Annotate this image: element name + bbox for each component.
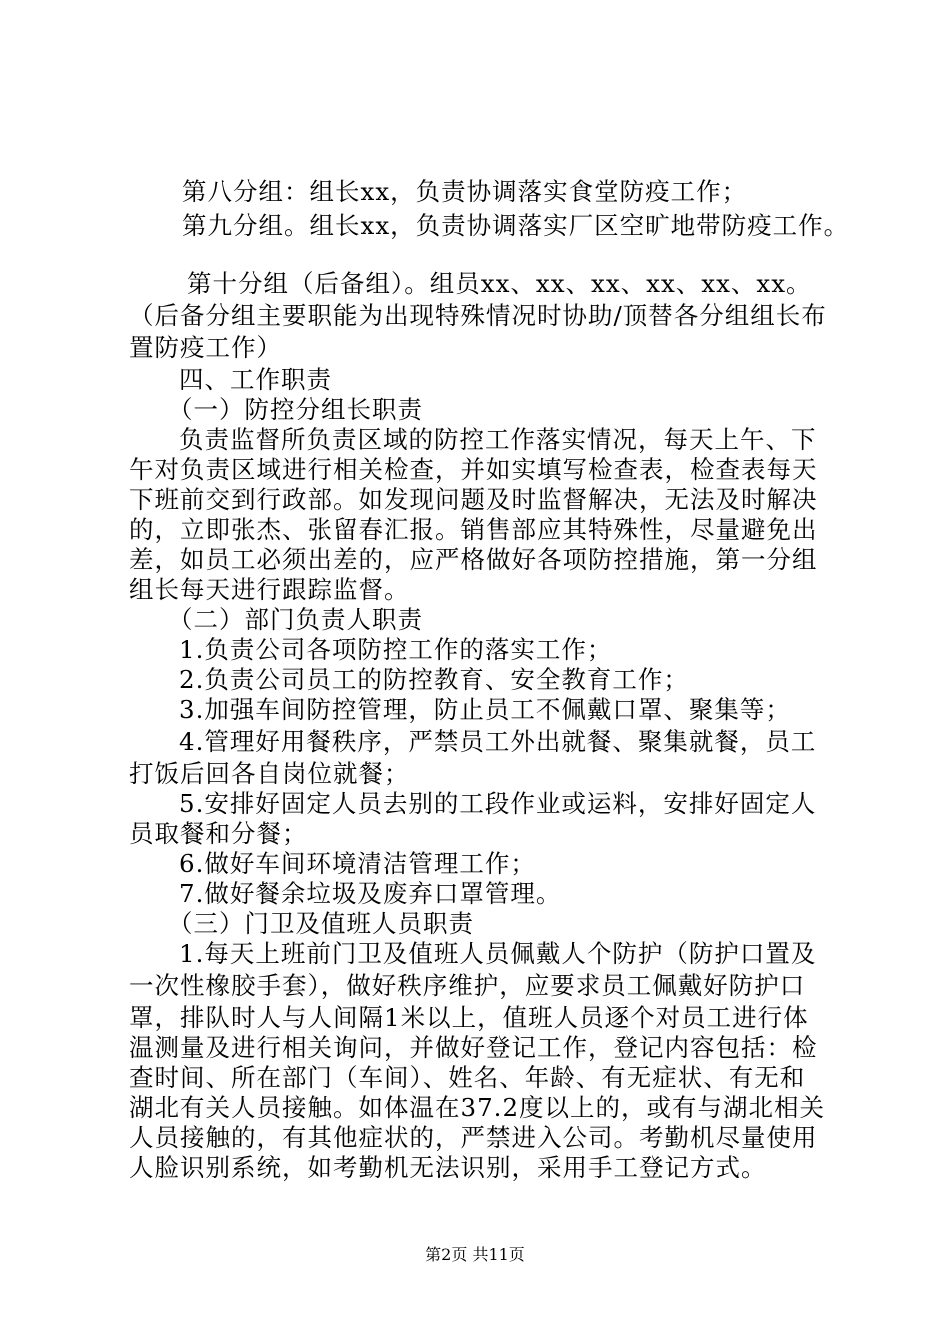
- text-line: 的，立即张杰、张留春汇报。销售部应其特殊性，尽量避免出: [129, 515, 818, 544]
- text-line: 打饭后回各自岗位就餐；: [129, 759, 410, 788]
- subsection-heading: （二）部门负责人职责: [168, 605, 423, 634]
- text-line: 第九分组。组长xx，负责协调落实厂区空旷地带防疫工作。: [182, 211, 850, 240]
- text-line: 罩，排队时人与人间隔1米以上，值班人员逐个对员工进行体: [129, 1003, 809, 1032]
- list-item: 1.负责公司各项防控工作的落实工作；: [179, 635, 613, 664]
- text-line: 第八分组：组长xx，负责协调落实食堂防疫工作；: [182, 177, 748, 206]
- text-line: 组长每天进行跟踪监督。: [129, 575, 410, 604]
- section-heading: 四、工作职责: [179, 365, 332, 394]
- text-line: 人脸识别系统，如考勤机无法识别，采用手工登记方式。: [129, 1153, 767, 1182]
- text-line: 负责监督所负责区域的防控工作落实情况，每天上午、下: [179, 425, 817, 454]
- list-item: 4.管理好用餐秩序，严禁员工外出就餐、聚集就餐，员工: [179, 727, 817, 756]
- list-item: 6.做好车间环境清洁管理工作；: [179, 849, 536, 878]
- text-line: 置防疫工作）: [129, 333, 282, 362]
- text-line: 湖北有关人员接触。如体温在37.2度以上的，或有与湖北相关: [129, 1093, 826, 1122]
- text-line: 下班前交到行政部。如发现问题及时监督解决，无法及时解决: [129, 485, 818, 514]
- text-line: 一次性橡胶手套），做好秩序维护，应要求员工佩戴好防护口: [129, 971, 806, 1000]
- list-item: 1.每天上班前门卫及值班人员佩戴人个防护（防护口置及: [179, 939, 817, 968]
- text-line: 查时间、所在部门（车间）、姓名、年龄、有无症状、有无和: [129, 1063, 806, 1092]
- text-line: 第十分组（后备组）。组员xx、xx、xx、xx、xx、xx。: [187, 269, 812, 298]
- text-line: 员取餐和分餐；: [129, 819, 308, 848]
- text-line: 人员接触的，有其他症状的，严禁进入公司。考勤机尽量使用: [129, 1123, 818, 1152]
- text-line: 差，如员工必须出差的，应严格做好各项防控措施，第一分组: [129, 545, 818, 574]
- list-item: 2.负责公司员工的防控教育、安全教育工作；: [179, 665, 689, 694]
- list-item: 7.做好餐余垃圾及废弃口罩管理。: [179, 879, 562, 908]
- subsection-heading: （一）防控分组长职责: [168, 395, 423, 424]
- subsection-heading: （三）门卫及值班人员职责: [168, 909, 474, 938]
- text-line: 午对负责区域进行相关检查，并如实填写检查表，检查表每天: [129, 455, 818, 484]
- list-item: 5.安排好固定人员去别的工段作业或运料，安排好固定人: [179, 789, 817, 818]
- text-line: 温测量及进行相关询问，并做好登记工作，登记内容包括：检: [129, 1033, 818, 1062]
- page-number-footer: 第2页 共11页: [425, 1245, 525, 1264]
- text-line: （后备分组主要职能为出现特殊情况时协助/顶替各分组组长布: [129, 301, 827, 330]
- list-item: 3.加强车间防控管理，防止员工不佩戴口罩、聚集等；: [179, 695, 791, 724]
